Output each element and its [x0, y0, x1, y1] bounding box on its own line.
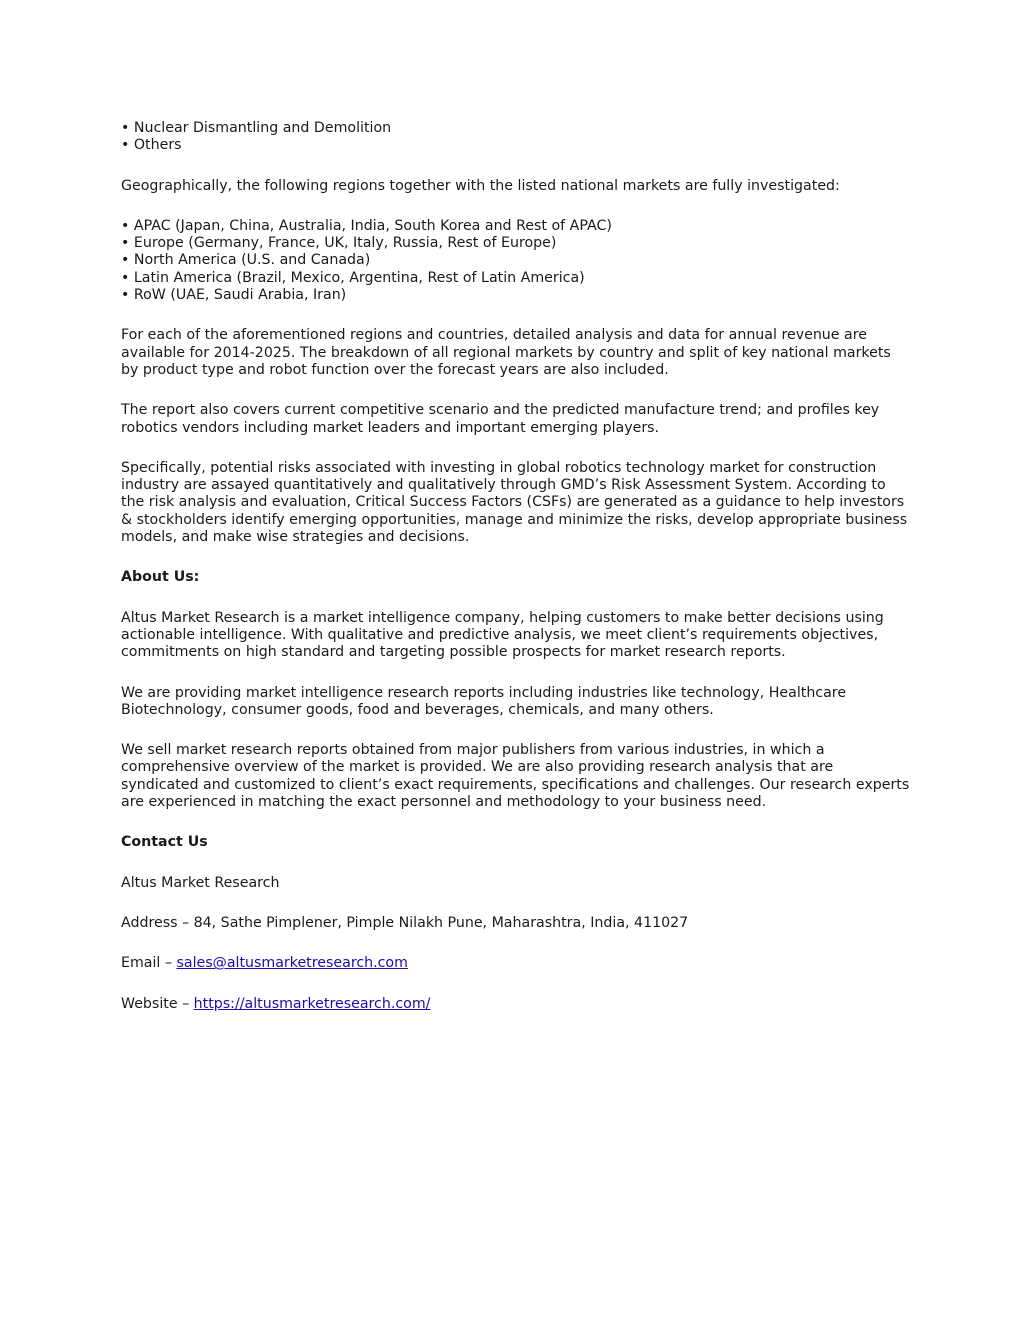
website-link[interactable]: https://altusmarketresearch.com/ [193, 995, 431, 1012]
contact-company: Altus Market Research [121, 874, 280, 891]
website-label: Website – [121, 995, 194, 1012]
list-item: • Nuclear Dismantling and Demolition [121, 120, 911, 137]
list-item: • Others [121, 137, 911, 154]
list-item: • RoW (UAE, Saudi Arabia, Iran) [121, 287, 911, 304]
competitive-paragraph: The report also covers current competitive scenario and the predicted manufacture trend; and profiles key robotics vendors including market leaders and important emerging players. [121, 402, 880, 436]
contact-address: Address – 84, Sathe Pimplener, Pimple Nilakh Pune, Maharashtra, India, 411027 [121, 914, 689, 931]
list-item: • Latin America (Brazil, Mexico, Argentina, Rest of Latin America) [121, 270, 911, 287]
risks-paragraph: Specifically, potential risks associated with investing in global robotics technology market for construction industry are assayed quantitatively and qualitatively through GMD’s Risk Assessment System. According to the risk analysis and evaluation, Critical Success Factors (CSFs) are generated as a guidance to help investors & stockholders identify emerging opportunities, manage and minimize the risks, develop appropriate business models, and make wise strategies and decisions. [121, 459, 908, 546]
contact-email-line [121, 955, 911, 972]
list-item: • North America (U.S. and Canada) [121, 252, 911, 269]
segment-list [121, 120, 911, 155]
about-paragraph-3: We sell market research reports obtained from major publishers from various industries, in which a comprehensive overview of the market is provided. We are also providing research analysis that are syndicated and customized to client’s exact requirements, specifications and challenges. Our research experts are experienced in matching the exact personnel and methodology to your business need. [121, 742, 910, 811]
list-item: • APAC (Japan, China, Australia, India, South Korea and Rest of APAC) [121, 218, 911, 235]
list-item: • Europe (Germany, France, UK, Italy, Russia, Rest of Europe) [121, 235, 911, 252]
contact-website-line [121, 996, 911, 1013]
document-page [121, 120, 911, 1036]
email-label: Email – [121, 955, 177, 972]
about-paragraph-2: We are providing market intelligence research reports including industries like technology, Healthcare Biotechnology, consumer goods, food and beverages, chemicals, and many others. [121, 684, 847, 718]
regional-analysis-paragraph: For each of the aforementioned regions and countries, detailed analysis and data for annual revenue are available for 2014-2025. The breakdown of all regional markets by country and split of key national markets by product type and robot function over the forecast years are also included. [121, 327, 891, 378]
email-link[interactable]: sales@altusmarketresearch.com [176, 955, 408, 972]
region-list [121, 218, 911, 304]
contact-heading: Contact Us [121, 834, 208, 851]
about-paragraph-1: Altus Market Research is a market intelligence company, helping customers to make better decisions using actionable intelligence. With qualitative and predictive analysis, we meet client’s requirements objectives, commitments on high standard and targeting possible prospects for market research reports. [121, 609, 884, 661]
geo-intro-paragraph: Geographically, the following regions together with the listed national markets are fully investigated: [121, 177, 840, 194]
about-heading: About Us: [121, 569, 200, 586]
